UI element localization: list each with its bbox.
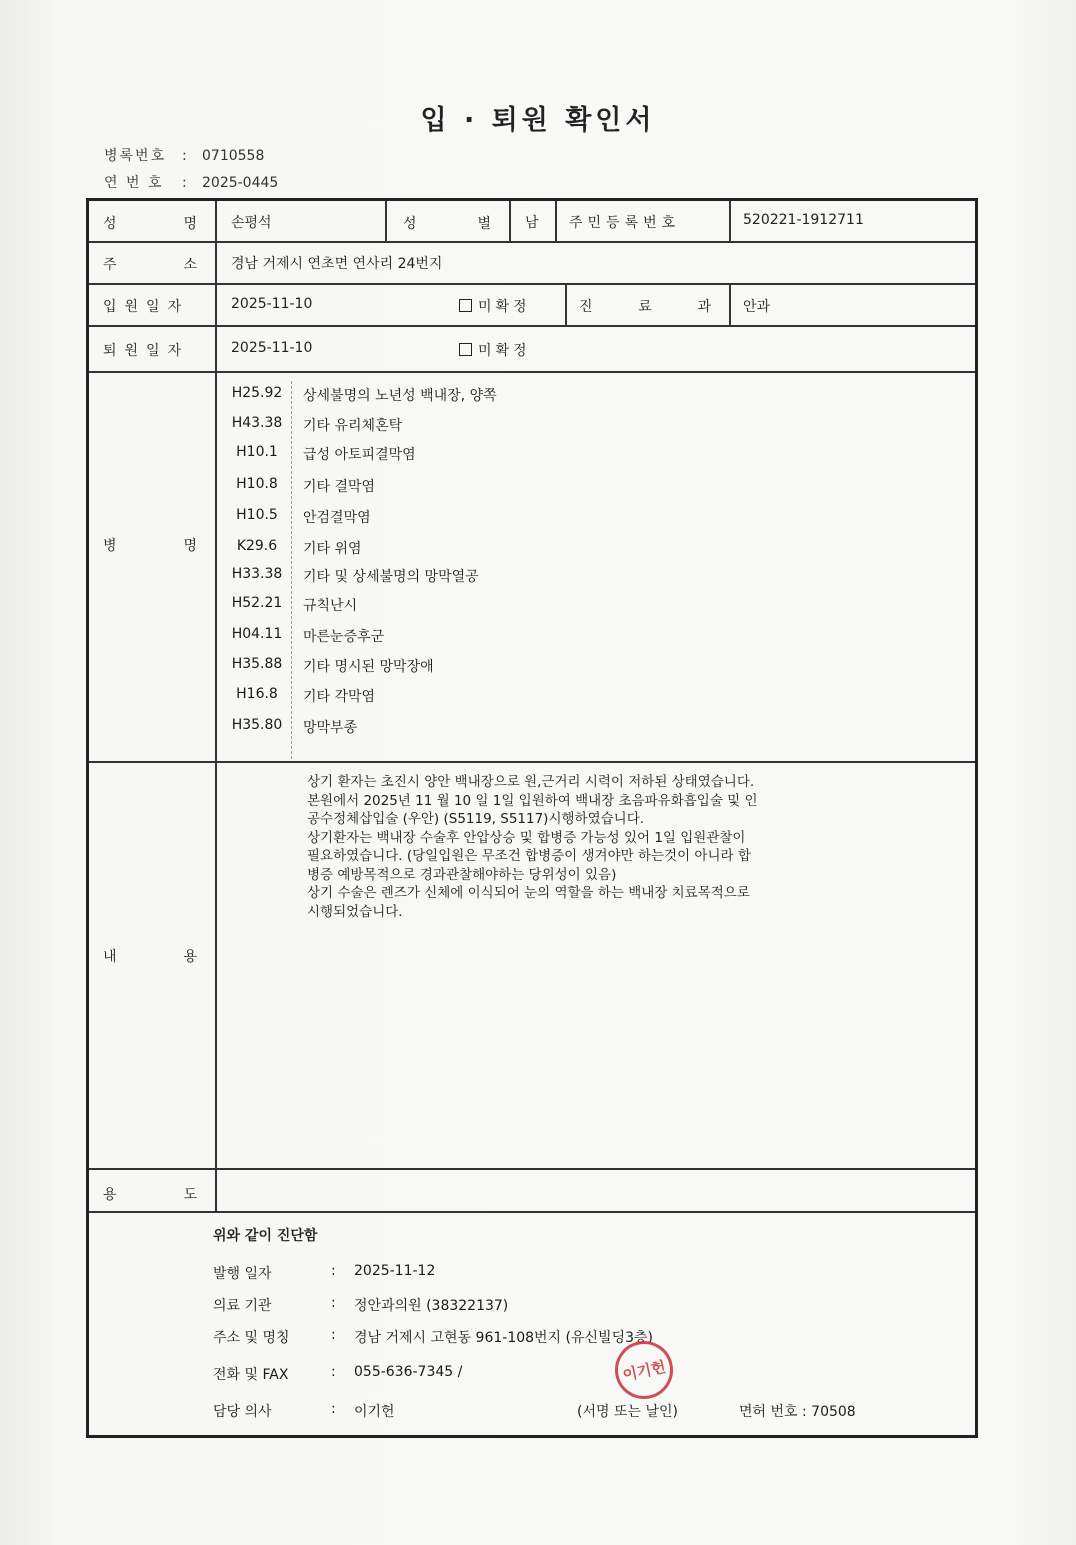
patient-name: 손평석: [231, 215, 272, 231]
diagnosis-name: 마른눈증후군: [303, 629, 385, 645]
admit-date-label: 입원일자: [103, 299, 190, 315]
doctor-name: 이기헌: [354, 1404, 395, 1420]
department-label: 진 료 과: [579, 299, 711, 315]
content-label: 내 용: [103, 949, 197, 965]
diagnosis-code: H04.11: [231, 626, 283, 642]
diagnosis-code: H43.38: [231, 415, 283, 431]
diagnosis-code: H35.88: [231, 656, 283, 672]
diagnosis-code: H10.5: [236, 507, 278, 523]
phone: 055-636-7345 /: [354, 1364, 463, 1380]
statement: 위와 같이 진단함: [213, 1228, 318, 1244]
institution: 정안과의원 (38322137): [354, 1298, 509, 1314]
form-table: 성 명 손평석 성 별 남 주민등록번호 520221-1912711 주 소 경남 거제시 연초면 연사리 24번지 입원일자 2025-11-10 미확정 진 료 과 안과 퇴원일자 2025-11-10 미확정 병 명 H25.92 상세불명의 노년성 백내장, 양쪽 H43.38 기타 유리체혼탁 H10.1 급성 아토피결막염 H10.8 기타 결막염 H10.5 안검결막염 K29.6 기타 위염 H33.38 기타 및 상세불명의 망막열공 H52.21 규칙난시 H04.11 마른눈증후군 H35.88 기타 명시된 망막장애 H16.8 기타 각막염 H35.80 망막부종 내 용 상기 환자는 초진시 양안 백내장으로 원,근거리 시력이 저하된 상태였습니다. 본원에서 2025년 11 월 10 일 1일 입원하여 백내장 초음파유화흡입술 및 인 공수정체삽입술 (우안) (S5119, S5117)시행하였습니다. 상기환자는 백내장 수술후 안압상승 및 합병증 가능성 있어 1일 입원관찰이 필요하였습니다. (당일입원은 무조건 합병증이 생겨야만 하는것이 아니라 합 병증 예방목적으로 경과관찰해야하는 당위성이 있음) 상기 수술은 렌즈가 신체에 이식되어 눈의 역할을 하는 백내장 치료목적으로 시행되었습니다. 용 도 위와 같이 진단함 발행 일자 : 2025-11-12 의료 기관 : 정안과의원 (38322137) 주소 및 명칭 : 경남 거제시 고현동 961-108번지 (유신빌딩3층) 전화 및 FAX : 055-636-7345 / 담당 의사 : 이기헌 (서명 또는 날인) 면허 번호 : 70508 이기헌: [86, 198, 978, 1438]
diagnosis-label: 병 명: [103, 538, 197, 554]
checkbox-icon: [459, 343, 472, 356]
issue-date-label: 발행 일자: [213, 1266, 272, 1282]
diagnosis-name: 기타 각막염: [303, 689, 376, 705]
rrn-label: 주민등록번호: [569, 215, 681, 231]
diagnosis-name: 안검결막염: [303, 510, 371, 526]
diagnosis-name: 기타 명시된 망막장애: [303, 659, 434, 675]
diagnosis-code: H25.92: [231, 385, 283, 401]
diagnosis-name: 규칙난시: [303, 598, 358, 614]
sign-note: (서명 또는 날인): [577, 1404, 678, 1420]
patient-address: 경남 거제시 연초면 연사리 24번지: [231, 256, 443, 272]
license-number: 면허 번호 : 70508: [739, 1404, 856, 1420]
diagnosis-name: 기타 유리체혼탁: [303, 418, 403, 434]
diagnosis-name: 기타 결막염: [303, 479, 376, 495]
diagnosis-name: 상세불명의 노년성 백내장, 양쪽: [303, 388, 497, 404]
diagnosis-name: 망막부종: [303, 720, 358, 736]
phone-label: 전화 및 FAX: [213, 1367, 289, 1383]
diagnosis-code: H10.1: [236, 444, 278, 460]
diagnosis-code: H10.8: [236, 476, 278, 492]
address-label: 주 소: [103, 257, 197, 273]
department: 안과: [743, 299, 771, 315]
gender-label: 성 별: [403, 216, 491, 232]
institution-label: 의료 기관: [213, 1298, 272, 1314]
diagnosis-code: H16.8: [236, 686, 278, 702]
record-number: 병록번호 : 0710558: [104, 148, 265, 164]
serial-number: 연 번 호 : 2025-0445: [104, 175, 279, 191]
purpose-label: 용 도: [103, 1187, 197, 1203]
institution-address: 경남 거제시 고현동 961-108번지 (유신빌딩3층): [354, 1330, 653, 1346]
content-text: 상기 환자는 초진시 양안 백내장으로 원,근거리 시력이 저하된 상태였습니다. 본원에서 2025년 11 월 10 일 1일 입원하여 백내장 초음파유화흡입술 및 인 공수정체삽입술 (우안) (S5119, S5117)시행하였습니다. 상기환자는 백내장 수술후 안압상승 및 합병증 가능성 있어 1일 입원관찰이 필요하였습니다. (당일입원은 무조건 합병증이 생겨야만 하는것이 아니라 합 병증 예방목적으로 경과관찰해야하는 당위성이 있음) 상기 수술은 렌즈가 신체에 이식되어 눈의 역할을 하는 백내장 치료목적으로 시행되었습니다.: [307, 774, 758, 920]
diagnosis-code: H35.80: [231, 717, 283, 733]
issue-date: 2025-11-12: [354, 1263, 436, 1279]
diagnosis-code: H33.38: [231, 566, 283, 582]
discharge-date: 2025-11-10: [231, 340, 313, 356]
discharge-unconfirmed-checkbox: 미확정: [459, 340, 531, 360]
diagnosis-name: 기타 및 상세불명의 망막열공: [303, 569, 479, 585]
patient-gender: 남: [525, 215, 539, 231]
discharge-date-label: 퇴원일자: [103, 343, 190, 359]
checkbox-icon: [459, 299, 472, 312]
admit-date: 2025-11-10: [231, 296, 313, 312]
diagnosis-code: K29.6: [236, 538, 278, 554]
address-label-footer: 주소 및 명칭: [213, 1330, 290, 1346]
document-title: 입 · 퇴원 확인서: [420, 105, 656, 136]
diagnosis-name: 기타 위염: [303, 541, 362, 557]
serial-number-value: 2025-0445: [202, 175, 279, 191]
diagnosis-name: 급성 아토피결막염: [303, 447, 416, 463]
patient-rrn: 520221-1912711: [743, 212, 864, 228]
name-label: 성 명: [103, 216, 197, 232]
doctor-label: 담당 의사: [213, 1404, 272, 1420]
seal-text: 이기헌: [620, 1357, 668, 1384]
record-number-value: 0710558: [202, 148, 265, 164]
diagnosis-code: H52.21: [231, 595, 283, 611]
admit-unconfirmed-checkbox: 미확정: [459, 296, 531, 316]
